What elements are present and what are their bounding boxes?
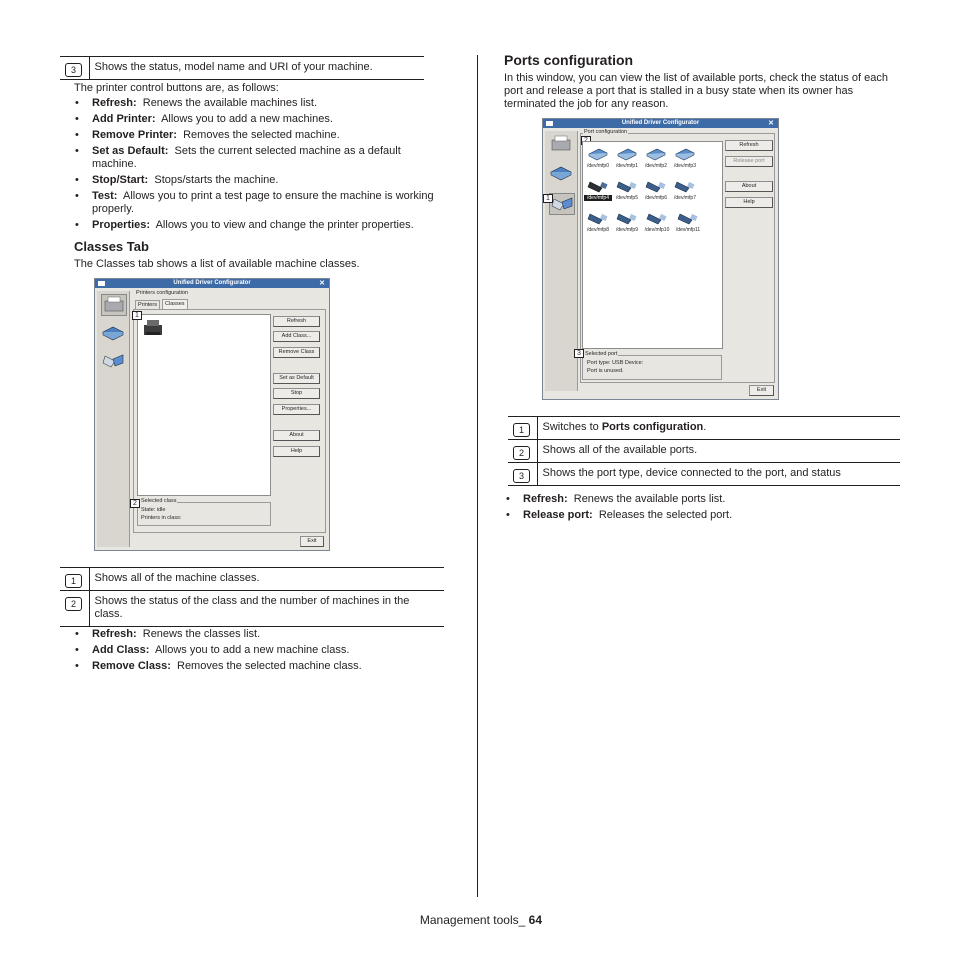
footer-section: Management tools_ — [419, 913, 526, 927]
port-item[interactable]: /dev/mfp6 — [642, 178, 670, 201]
properties-button[interactable]: Properties... — [273, 404, 320, 415]
classes-tab-heading: Classes Tab — [74, 239, 149, 254]
port-item[interactable]: /dev/mfp2 — [642, 146, 670, 169]
callout-number: 2 — [513, 446, 530, 460]
selected-class-frame — [137, 502, 271, 526]
tab-classes[interactable]: Classes — [162, 299, 188, 309]
list-item: • Refresh: Renews the available ports list. — [505, 493, 897, 506]
list-item: • Properties: Allows you to view and change the printer properties. — [74, 219, 444, 232]
close-icon[interactable]: ✕ — [768, 120, 774, 127]
window-title: Unified Driver Configurator — [621, 120, 700, 126]
close-icon[interactable]: ✕ — [319, 280, 325, 287]
tab-printers[interactable]: Printers — [135, 300, 160, 309]
usb-port-icon — [673, 178, 697, 194]
stop-button[interactable]: Stop — [273, 388, 320, 399]
serial-port-icon — [586, 146, 610, 162]
table-row — [508, 417, 900, 440]
ports-callout-table — [508, 416, 900, 486]
list-item: • Add Printer: Allows you to add a new machines. — [74, 113, 444, 126]
usb-port-icon — [644, 178, 668, 194]
ports-config-heading: Ports configuration — [504, 52, 634, 68]
set-default-button[interactable]: Set as Default — [273, 373, 320, 384]
callout-2: 2 — [130, 499, 140, 508]
callout-number: 1 — [65, 574, 82, 588]
exit-button[interactable]: Exit — [749, 385, 774, 396]
ports-config-intro: In this window, you can view the list of available ports, check the status of each port and release a port that is stalled in a busy state when its owner has terminated the job for any reason. — [504, 72, 888, 110]
port-item[interactable]: /dev/mfp1 — [613, 146, 641, 169]
port-status: Port is unused. — [587, 368, 624, 374]
ports-window-screenshot — [542, 118, 779, 400]
sidebar — [97, 291, 130, 547]
release-port-button[interactable]: Release port — [725, 156, 773, 167]
list-item: • Refresh: Renews the available machines list. — [74, 97, 444, 110]
selected-port-legend: Selected port — [585, 351, 618, 357]
port-item[interactable]: /dev/mfp10 — [643, 210, 671, 233]
serial-port-icon — [644, 146, 668, 162]
help-button[interactable]: Help — [273, 446, 320, 457]
printer-config-icon[interactable] — [549, 134, 575, 156]
callout-text: Shows the status, model name and URI of your machine. — [89, 57, 424, 80]
callout-number: 3 — [513, 469, 530, 483]
list-item: • Set as Default: Sets the current selected machine as a default machine. — [74, 145, 444, 171]
serial-port-icon — [673, 146, 697, 162]
scanner-config-icon[interactable] — [549, 163, 575, 185]
classes-tab-intro: The Classes tab shows a list of available machine classes. — [74, 258, 360, 270]
table-row — [508, 440, 900, 463]
list-item: • Test: Allows you to print a test page to ensure the machine is working properly. — [74, 190, 444, 216]
callout-number: 2 — [65, 597, 82, 611]
port-item[interactable]: /dev/mfp0 — [584, 146, 612, 169]
exit-button[interactable]: Exit — [300, 536, 324, 547]
table-row — [60, 568, 444, 591]
window-titlebar — [543, 119, 778, 128]
ports-list[interactable] — [582, 141, 723, 349]
port-item[interactable]: /dev/mfp3 — [671, 146, 699, 169]
class-printer-icon[interactable] — [142, 318, 164, 338]
list-item: • Stop/Start: Stops/starts the machine. — [74, 174, 444, 187]
table-row — [60, 57, 424, 80]
list-item: • Release port: Releases the selected port. — [505, 509, 897, 522]
refresh-button[interactable]: Refresh — [273, 316, 320, 327]
callout-text: Shows the status of the class and the number of machines in the class. — [89, 591, 444, 627]
usb-port-icon — [645, 210, 669, 226]
classes-window-screenshot — [94, 278, 330, 551]
callout-3: 3 — [574, 349, 584, 358]
window-menu-icon — [546, 121, 553, 126]
selected-class-legend: Selected class — [141, 498, 177, 504]
window-menu-icon — [98, 281, 105, 286]
callout-1: 1 — [543, 194, 553, 203]
callout-number: 1 — [513, 423, 530, 437]
printer-buttons-list — [74, 97, 444, 235]
classes-buttons-list — [74, 628, 444, 676]
list-item: • Refresh: Renews the classes list. — [74, 628, 444, 641]
classes-list[interactable] — [137, 314, 271, 496]
scanner-config-icon[interactable] — [101, 323, 127, 345]
group-label: Port configuration — [584, 129, 628, 135]
port-item[interactable]: /dev/mfp7 — [671, 178, 699, 201]
printers-in-class: Printers in class: — [141, 515, 182, 521]
usb-port-icon — [586, 178, 610, 194]
port-item[interactable]: /dev/mfp9 — [613, 210, 641, 233]
list-item: • Remove Printer: Removes the selected machine. — [74, 129, 444, 142]
usb-port-icon — [586, 210, 610, 226]
port-type: Port type: USB Device: — [587, 360, 644, 366]
callout-text: Shows all of the available ports. — [537, 440, 900, 463]
callout-text: Shows all of the machine classes. — [89, 568, 444, 591]
window-title: Unified Driver Configurator — [173, 280, 251, 286]
page-number: 64 — [528, 913, 542, 927]
remove-class-button[interactable]: Remove Class — [273, 347, 320, 358]
printer-buttons-intro: The printer control buttons are, as follows: — [74, 82, 279, 94]
callout-text: Shows the port type, device connected to the port, and status — [537, 463, 900, 486]
window-titlebar — [95, 279, 329, 288]
table-row — [60, 591, 444, 627]
printer-config-icon[interactable] — [101, 294, 127, 316]
add-class-button[interactable]: Add Class... — [273, 331, 320, 342]
port-item[interactable]: /dev/mfp5 — [613, 178, 641, 201]
port-item[interactable]: /dev/mfp11 — [674, 210, 702, 233]
list-item: • Remove Class: Removes the selected machine class. — [74, 660, 444, 673]
page-footer — [420, 913, 542, 927]
about-button[interactable]: About — [273, 430, 320, 441]
port-item[interactable]: /dev/mfp8 — [584, 210, 612, 233]
usb-port-icon — [615, 178, 639, 194]
group-label: Printers configuration — [136, 290, 188, 296]
class-state: State: idle — [141, 507, 166, 513]
classes-callout-table — [60, 567, 444, 627]
usb-port-icon — [676, 210, 700, 226]
serial-port-icon — [615, 146, 639, 162]
port-config-icon[interactable] — [101, 351, 127, 373]
callout-text: Switches to Ports configuration. — [537, 417, 900, 440]
usb-port-icon — [615, 210, 639, 226]
list-item: • Add Class: Allows you to add a new machine class. — [74, 644, 444, 657]
status-callout-table — [60, 56, 424, 80]
callout-1: 1 — [132, 311, 142, 320]
about-button[interactable]: About — [725, 181, 773, 192]
help-button[interactable]: Help — [725, 197, 773, 208]
refresh-button[interactable]: Refresh — [725, 140, 773, 151]
callout-number: 3 — [65, 63, 82, 77]
port-item-selected[interactable]: /dev/mfp4 — [584, 178, 612, 201]
column-divider — [477, 55, 478, 897]
table-row — [508, 463, 900, 486]
ports-buttons-list — [505, 493, 897, 525]
